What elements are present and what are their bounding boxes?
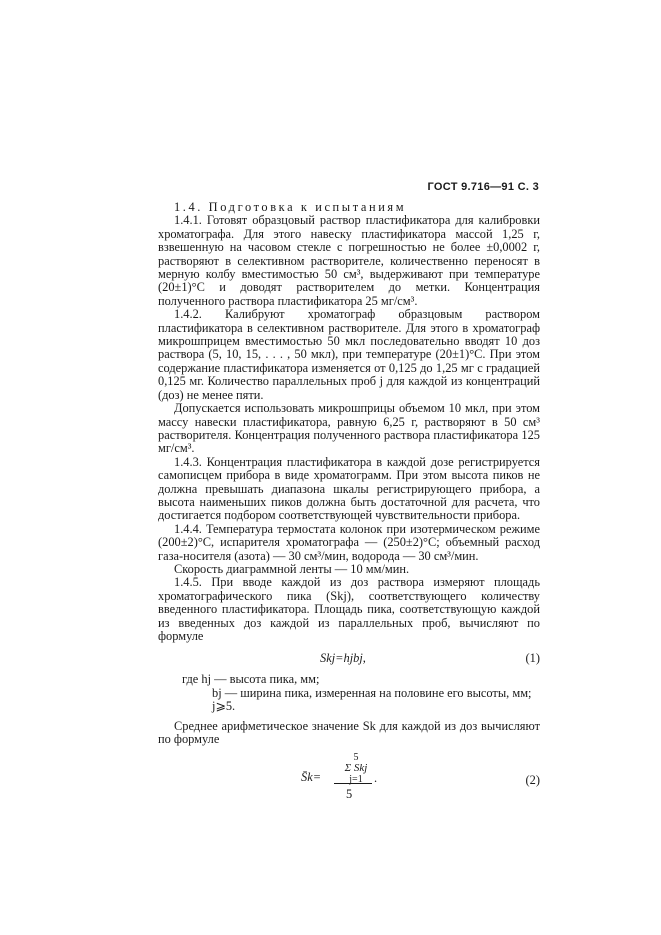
formula-2-summation (341, 752, 371, 785)
paragraph-1-4-2: 1.4.2. Калибруют хроматограф образцовым раствором пластификатора в селективном растворителе. Для этого в хроматограф микрошприцем вместимостью 50 мкл последовательно вводят 10 доз раствора (5, 10, 15, . . . , 50 мкл), при температуре (20±1)°С. При этом содержание пластификатора изменяется от 0,125 до 1,25 мг с градацией 0,125 мг. Количество параллельных проб j для каждой из концентраций (доз) не менее пяти. (158, 307, 540, 402)
definition-line-2: bj — ширина пика, измеренная на половине его высоты, мм; (212, 685, 532, 700)
formula-2-left-side: S̄k= (301, 770, 322, 785)
formula-1 (158, 648, 540, 670)
paragraph-1-4-5: 1.4.5. При вводе каждой из доз раствора измеряют площадь хроматографического пика (Skj), соответствующего количеству введенного пластификатора. Площадь пика, соответствующую каждой из введенных доз каждой из параллельных проб, вычисляют по формуле (158, 575, 540, 643)
formula-2-period: . (374, 771, 378, 786)
definition-line-1 (158, 673, 540, 686)
formula-2-sum-term: Σ Skj (344, 762, 368, 775)
paragraph-mean-value: Среднее арифметическое значение Sk для каждой из доз вычисляют по формуле (158, 718, 540, 747)
formula-2-sum-upper-limit: 5 (353, 752, 359, 764)
formula-2-denominator: 5 (346, 787, 353, 802)
definition-height: hj — высота пика, мм; (201, 672, 320, 687)
formula-2-number: (2) (525, 773, 540, 788)
variable-definitions (158, 673, 540, 713)
formula-1-expression: Skj=hjbj, (320, 651, 366, 666)
formula-2 (158, 752, 540, 814)
formula-2-sum-lower-limit: j=1 (349, 774, 363, 786)
running-header: ГОСТ 9.716—91 С. 3 (427, 181, 539, 193)
formula-2-fraction-bar (334, 783, 372, 784)
definition-line-3: j⩾5. (212, 699, 236, 714)
paragraph-tape-speed: Скорость диаграммной ленты — 10 мм/мин. (174, 561, 410, 576)
paragraph-1-4-3: 1.4.3. Концентрация пластификатора в каждой дозе регистрируется самописцем прибора в виде хроматограмм. При этом высота пиков не должна превышать диапазона шкалы регистрирующего прибора, а высота наименьших пиков должна быть достаточной для расчета, что достигается подбором соответствующей чувствительности прибора. (158, 454, 540, 523)
formula-1-number: (1) (525, 651, 540, 666)
body-text (158, 201, 540, 814)
paragraph-1-4-1: 1.4.1. Готовят образцовый раствор пластификатора для калибровки хроматографа. Для этого навеску пластификатора массой 1,25 г, взвешенную на часовом стекле с погрешностью не более ±0,0002 г, растворяют в селективном растворителе, количественно переносят в мерную колбу вместимостью 50 см³, выдерживают при температуре (20±1)°С и доводят растворителем до метки. Концентрация полученного раствора пластификатора 25 мг/см³. (158, 213, 540, 308)
section-title: 1.4. Подготовка к испытаниям (174, 200, 407, 214)
where-lead: где (182, 672, 199, 687)
paragraph-1-4-4: 1.4.4. Температура термостата колонок при изотермическом режиме (200±2)°С, испарителя хроматографа — (250±2)°С; объемный расход газа-носителя (азота) — 30 см³/мин, водорода — 30 см³/мин. (158, 521, 540, 563)
paragraph-microsyringe-note: Допускается использовать микрошприцы объемом 10 мкл, при этом массу навески пластификатора, равную 6,25 г, растворяют в 50 см³ растворителя. Концентрация полученного раствора пластификатора 125 мг/см³. (158, 401, 540, 456)
